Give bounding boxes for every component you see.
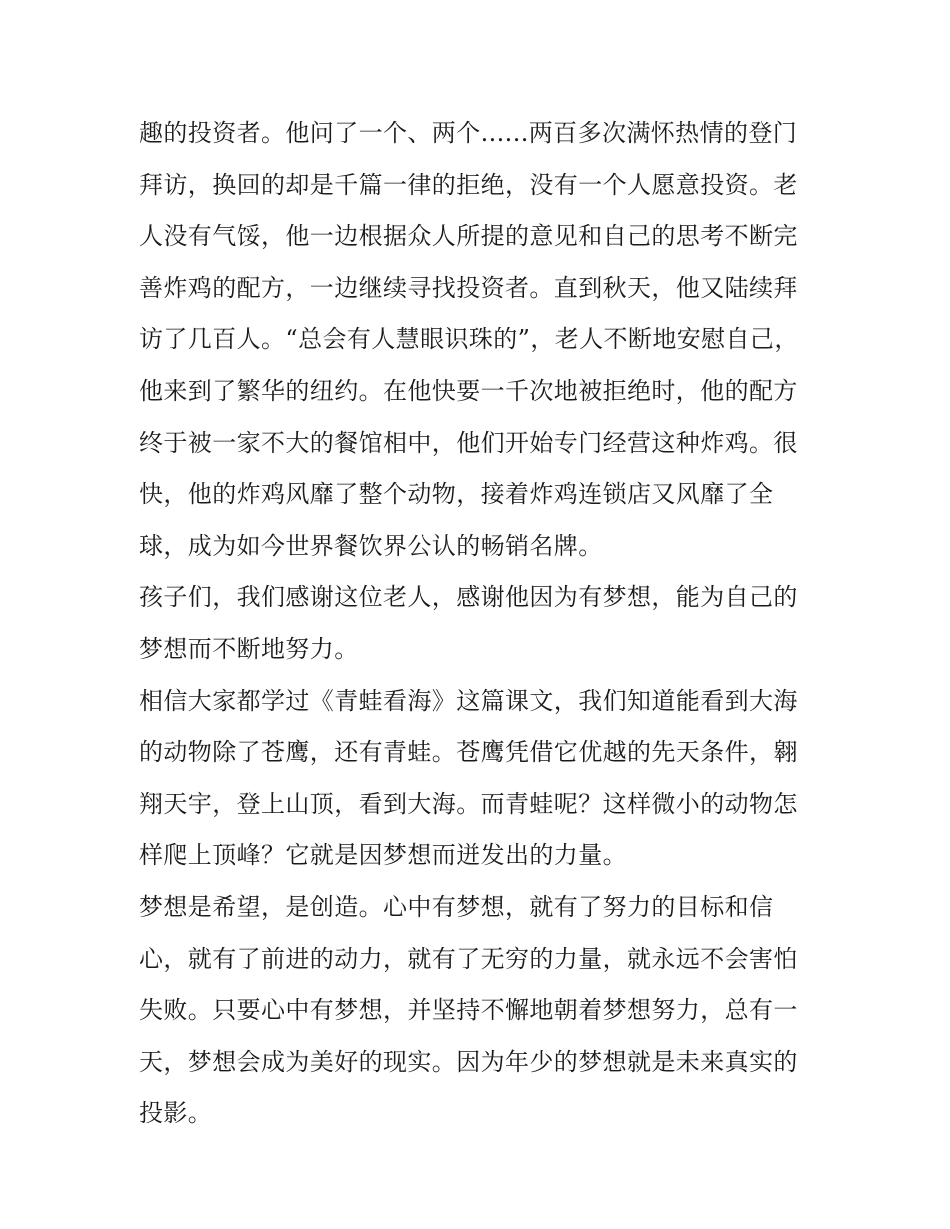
text-line: 他来到了繁华的纽约。在他快要一千次地被拒绝时，他的配方	[139, 376, 798, 405]
text-line: 的动物除了苍鹰，还有青蛙。苍鹰凭借它优越的先天条件，翱	[139, 738, 798, 767]
text-line: 心，就有了前进的动力，就有了无穷的力量，就永远不会害怕	[139, 944, 798, 973]
text-line: 投影。	[139, 1099, 213, 1128]
text-line: 梦想是希望，是创造。心中有梦想，就有了努力的目标和信	[139, 892, 774, 921]
text-line: 孩子们，我们感谢这位老人，感谢他因为有梦想，能为自己的	[139, 583, 798, 612]
text-line: 球，成为如今世界餐饮界公认的畅销名牌。	[139, 531, 603, 560]
text-line: 拜访，换回的却是千篇一律的拒绝，没有一个人愿意投资。老	[139, 170, 798, 199]
text-line: 终于被一家不大的餐馆相中，他们开始专门经营这种炸鸡。很	[139, 428, 798, 457]
text-line: 梦想而不断地努力。	[139, 634, 359, 663]
text-line: 快，他的炸鸡风靡了整个动物，接着炸鸡连锁店又风靡了全	[139, 480, 774, 509]
text-line: 人没有气馁，他一边根据众人所提的意见和自己的思考不断完	[139, 222, 798, 251]
document-body	[139, 108, 814, 1140]
text-line: 访了几百人。“总会有人慧眼识珠的”，老人不断地安慰自己，	[139, 325, 799, 354]
text-line: 趣的投资者。他问了一个、两个......两百多次满怀热情的登门	[139, 119, 798, 147]
text-line: 相信大家都学过《青蛙看海》这篇课文，我们知道能看到大海	[139, 686, 798, 715]
text-line: 善炸鸡的配方，一边继续寻找投资者。直到秋天，他又陆续拜	[139, 273, 798, 302]
text-line: 样爬上顶峰？它就是因梦想而迸发出的力量。	[139, 841, 627, 870]
text-line: 失败。只要心中有梦想，并坚持不懈地朝着梦想努力，总有一	[139, 996, 798, 1025]
text-line: 天，梦想会成为美好的现实。因为年少的梦想就是未来真实的	[139, 1047, 798, 1076]
text-line: 翔天宇，登上山顶，看到大海。而青蛙呢？这样微小的动物怎	[139, 789, 798, 818]
